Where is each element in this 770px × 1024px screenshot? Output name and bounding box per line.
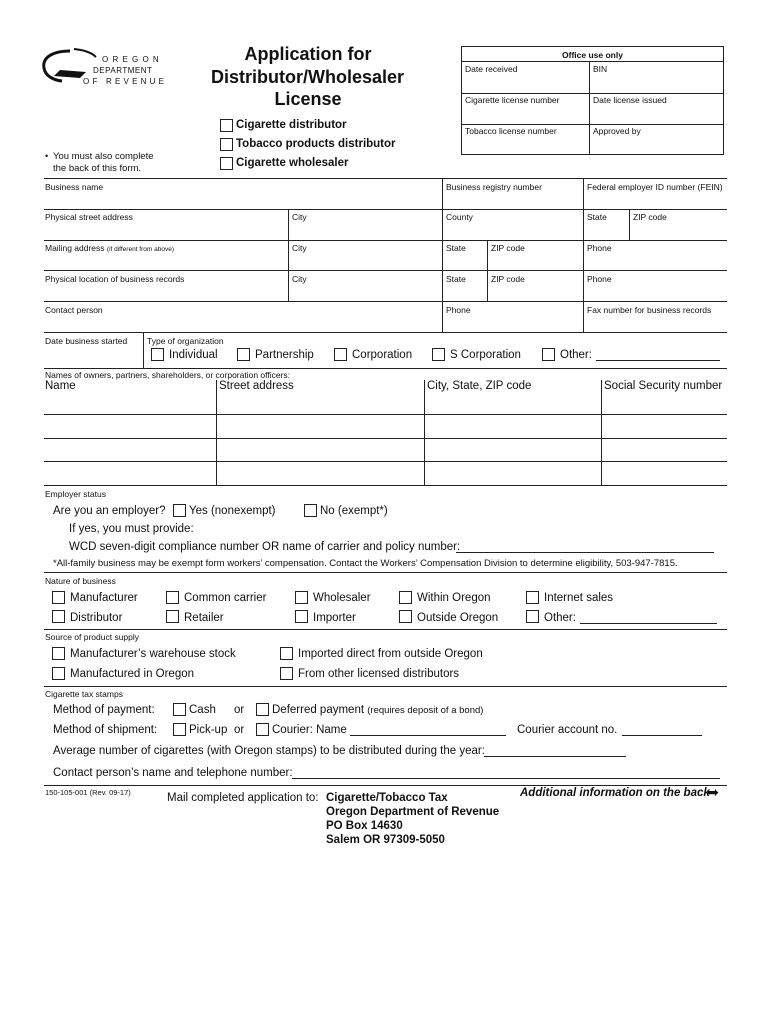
payment-deferred-note: (requires deposit of a bond) xyxy=(367,705,484,716)
owner-row-4[interactable] xyxy=(44,462,727,485)
shipment-pickup-label: Pick-up xyxy=(189,724,228,736)
business-registry-label: Business registry number xyxy=(446,182,542,192)
agency-line-1: O R E G O N xyxy=(102,55,160,64)
physical-state-label: State xyxy=(587,212,607,222)
contact-person-field[interactable] xyxy=(44,316,442,331)
mail-address-line-3: PO Box 14630 xyxy=(326,820,403,832)
shipment-courier-checkbox[interactable] xyxy=(256,723,269,736)
source-warehouse-label: Manufacturer’s warehouse stock xyxy=(70,648,236,660)
stamps-section-label: Cigarette tax stamps xyxy=(45,689,123,699)
note-bullet: • xyxy=(45,151,49,161)
mailing-address-field[interactable] xyxy=(44,254,288,269)
business-name-label: Business name xyxy=(45,182,104,192)
physical-city-field[interactable] xyxy=(289,223,442,239)
payment-deferred-checkbox[interactable] xyxy=(256,703,269,716)
mailing-state-label: State xyxy=(446,243,466,253)
org-corporation-label: Corporation xyxy=(352,349,413,361)
nature-internet-sales-label: Internet sales xyxy=(544,592,614,604)
nature-outside-oregon-label: Outside Oregon xyxy=(417,612,499,624)
courier-name-field[interactable] xyxy=(350,725,506,736)
physical-city-label: City xyxy=(292,212,307,222)
payment-cash-label: Cash xyxy=(189,704,216,716)
employer-question: Are you an employer? xyxy=(53,505,166,517)
fein-field[interactable] xyxy=(584,193,727,208)
employer-footnote: *All-family business may be exempt form workers’ compensation. Contact the Workers’ Compensation Division to determine eligibility, 503-947-7815. xyxy=(53,558,678,569)
mailing-state-field[interactable] xyxy=(443,254,487,269)
records-city-label: City xyxy=(292,274,307,284)
nature-other-checkbox[interactable] xyxy=(526,610,539,623)
mail-to-label: Mail completed application to: xyxy=(167,792,319,804)
right-arrow-icon: ➡ xyxy=(707,784,719,800)
nature-retailer-label: Retailer xyxy=(184,612,224,624)
owners-header-ssn: Social Security number xyxy=(604,380,723,392)
contact-phone-field[interactable] xyxy=(443,316,583,331)
owner-row-2[interactable] xyxy=(44,415,727,438)
nature-distributor-checkbox[interactable] xyxy=(52,610,65,623)
employer-yes-checkbox[interactable] xyxy=(173,504,186,517)
physical-address-label: Physical street address xyxy=(45,212,133,222)
office-bin: BIN xyxy=(593,64,608,74)
contact-phone-label: Phone xyxy=(446,305,471,315)
date-started-label: Date business started xyxy=(45,336,128,346)
physical-address-field[interactable] xyxy=(44,223,288,239)
nature-common-carrier-label: Common carrier xyxy=(184,592,267,604)
owners-header-name: Name xyxy=(45,380,76,392)
business-name-field[interactable] xyxy=(44,193,442,208)
mailing-zip-label: ZIP code xyxy=(491,243,525,253)
office-tobacco-license-number: Tobacco license number xyxy=(465,126,557,136)
owners-header-street: Street address xyxy=(219,380,294,392)
wcd-field[interactable] xyxy=(456,542,714,553)
physical-zip-field[interactable] xyxy=(630,223,727,239)
records-zip-label: ZIP code xyxy=(491,274,525,284)
source-warehouse-checkbox[interactable] xyxy=(52,647,65,660)
source-imported-checkbox[interactable] xyxy=(280,647,293,660)
nature-wholesaler-checkbox[interactable] xyxy=(295,591,308,604)
records-phone-field[interactable] xyxy=(584,285,727,300)
owner-row-3[interactable] xyxy=(44,439,727,461)
fax-label: Fax number for business records xyxy=(587,305,712,315)
records-state-field[interactable] xyxy=(443,285,487,300)
form-title-line-1: Application for xyxy=(244,44,372,64)
note-line-2: the back of this form. xyxy=(53,163,142,174)
county-label: County xyxy=(446,212,473,222)
form-number: 150-105-001 (Rev. 09-17) xyxy=(45,788,131,797)
employer-no-checkbox[interactable] xyxy=(304,504,317,517)
shipment-or-label: or xyxy=(234,724,245,736)
fein-label: Federal employer ID number (FEIN) xyxy=(587,182,723,192)
mailing-zip-field[interactable] xyxy=(488,254,583,269)
physical-state-field[interactable] xyxy=(584,223,629,239)
org-partnership-label: Partnership xyxy=(255,349,314,361)
org-other-field[interactable] xyxy=(596,350,720,361)
mail-address-line-1: Cigarette/Tobacco Tax xyxy=(326,792,448,804)
nature-other-field[interactable] xyxy=(580,613,717,624)
courier-account-field[interactable] xyxy=(622,725,702,736)
office-cig-license-number: Cigarette license number xyxy=(465,95,560,105)
records-city-field[interactable] xyxy=(289,285,442,300)
org-partnership-checkbox[interactable] xyxy=(237,348,250,361)
payment-or-label: or xyxy=(234,704,245,716)
office-date-license-issued: Date license issued xyxy=(593,95,667,105)
fax-field[interactable] xyxy=(584,316,727,331)
nature-section-label: Nature of business xyxy=(45,576,116,586)
org-other-label: Other: xyxy=(560,349,592,361)
owner-row-1[interactable] xyxy=(44,395,727,414)
office-use-header: Office use only xyxy=(562,50,623,60)
tobacco-distributor-label: Tobacco products distributor xyxy=(236,138,396,150)
cigarette-wholesaler-checkbox[interactable] xyxy=(220,157,233,170)
owners-caption: Names of owners, partners, shareholders, or corporation officers: xyxy=(45,370,291,380)
records-location-label: Physical location of business records xyxy=(45,274,185,284)
nature-wholesaler-label: Wholesaler xyxy=(313,592,371,604)
nature-within-oregon-label: Within Oregon xyxy=(417,592,491,604)
org-other-checkbox[interactable] xyxy=(542,348,555,361)
mailing-address-note: (if different from above) xyxy=(106,246,174,253)
mailing-city-label: City xyxy=(292,243,307,253)
office-approved-by: Approved by xyxy=(593,126,641,136)
source-section-label: Source of product supply xyxy=(45,632,140,642)
office-date-received: Date received xyxy=(465,64,518,74)
mailing-city-field[interactable] xyxy=(289,254,442,269)
courier-name-label: Courier: Name xyxy=(272,724,347,736)
cigarette-distributor-label: Cigarette distributor xyxy=(236,119,347,131)
phone-label: Phone xyxy=(587,243,612,253)
payment-cash-checkbox[interactable] xyxy=(173,703,186,716)
records-state-label: State xyxy=(446,274,466,284)
employer-yes-label: Yes (nonexempt) xyxy=(189,505,276,517)
employer-section-label: Employer status xyxy=(45,489,106,499)
owners-header-city: City, State, ZIP code xyxy=(427,380,532,392)
physical-zip-label: ZIP code xyxy=(633,212,667,222)
contact-name-phone-field[interactable] xyxy=(292,768,720,779)
nature-importer-label: Importer xyxy=(313,612,356,624)
nature-retailer-checkbox[interactable] xyxy=(166,610,179,623)
source-imported-label: Imported direct from outside Oregon xyxy=(298,648,483,660)
nature-manufacturer-checkbox[interactable] xyxy=(52,591,65,604)
payment-method-label: Method of payment: xyxy=(53,704,155,716)
mail-address-line-4: Salem OR 97309-5050 xyxy=(326,834,445,846)
records-zip-field[interactable] xyxy=(488,285,583,300)
nature-outside-oregon-checkbox[interactable] xyxy=(399,610,412,623)
county-field[interactable] xyxy=(443,223,583,239)
payment-deferred-label: Deferred payment (requires deposit of a bond) xyxy=(272,704,484,716)
cigarette-wholesaler-label: Cigarette wholesaler xyxy=(236,157,349,169)
mailing-address-label: Mailing address (if different from above) xyxy=(45,243,174,253)
contact-person-label: Contact person xyxy=(45,305,103,315)
mail-address-line-2: Oregon Department of Revenue xyxy=(326,806,500,818)
nature-manufacturer-label: Manufacturer xyxy=(70,592,138,604)
nature-common-carrier-checkbox[interactable] xyxy=(166,591,179,604)
org-individual-label: Individual xyxy=(169,349,218,361)
average-cigarettes-label: Average number of cigarettes (with Oregon stamps) to be distributed during the year: xyxy=(53,745,485,757)
cigarette-distributor-checkbox[interactable] xyxy=(220,119,233,132)
nature-distributor-label: Distributor xyxy=(70,612,123,624)
employer-if-yes: If yes, you must provide: xyxy=(69,523,194,535)
nature-importer-checkbox[interactable] xyxy=(295,610,308,623)
date-started-field[interactable] xyxy=(44,347,143,367)
agency-line-3: O F R E V E N U E xyxy=(83,77,165,86)
records-location-field[interactable] xyxy=(44,285,288,300)
note-line-1: You must also complete xyxy=(53,151,154,162)
courier-account-label: Courier account no. xyxy=(517,724,618,736)
nature-other-label: Other: xyxy=(544,612,576,624)
source-manufactured-checkbox[interactable] xyxy=(52,667,65,680)
form-title-line-3: License xyxy=(274,89,342,109)
org-type-label: Type of organization xyxy=(147,336,224,346)
agency-line-2: DEPARTMENT xyxy=(93,66,153,75)
phone-field[interactable] xyxy=(584,254,727,269)
contact-name-phone-label: Contact person’s name and telephone number: xyxy=(53,767,293,779)
form-title-line-2: Distributor/Wholesaler xyxy=(210,67,405,87)
records-phone-label: Phone xyxy=(587,274,612,284)
tobacco-distributor-checkbox[interactable] xyxy=(220,138,233,151)
nature-internet-sales-checkbox[interactable] xyxy=(526,591,539,604)
employer-no-label: No (exempt*) xyxy=(320,505,388,517)
source-manufactured-label: Manufactured in Oregon xyxy=(70,668,195,680)
source-licensed-checkbox[interactable] xyxy=(280,667,293,680)
average-cigarettes-field[interactable] xyxy=(484,746,626,757)
source-licensed-label: From other licensed distributors xyxy=(298,668,460,680)
additional-info-back: Additional information on the back xyxy=(520,787,710,799)
org-corporation-checkbox[interactable] xyxy=(334,348,347,361)
business-registry-field[interactable] xyxy=(443,193,583,208)
nature-within-oregon-checkbox[interactable] xyxy=(399,591,412,604)
wcd-label: WCD seven-digit compliance number OR name of carrier and policy number: xyxy=(69,541,461,553)
org-individual-checkbox[interactable] xyxy=(151,348,164,361)
shipment-pickup-checkbox[interactable] xyxy=(173,723,186,736)
shipment-method-label: Method of shipment: xyxy=(53,724,158,736)
org-s-corporation-label: S Corporation xyxy=(450,349,521,361)
org-s-corporation-checkbox[interactable] xyxy=(432,348,445,361)
